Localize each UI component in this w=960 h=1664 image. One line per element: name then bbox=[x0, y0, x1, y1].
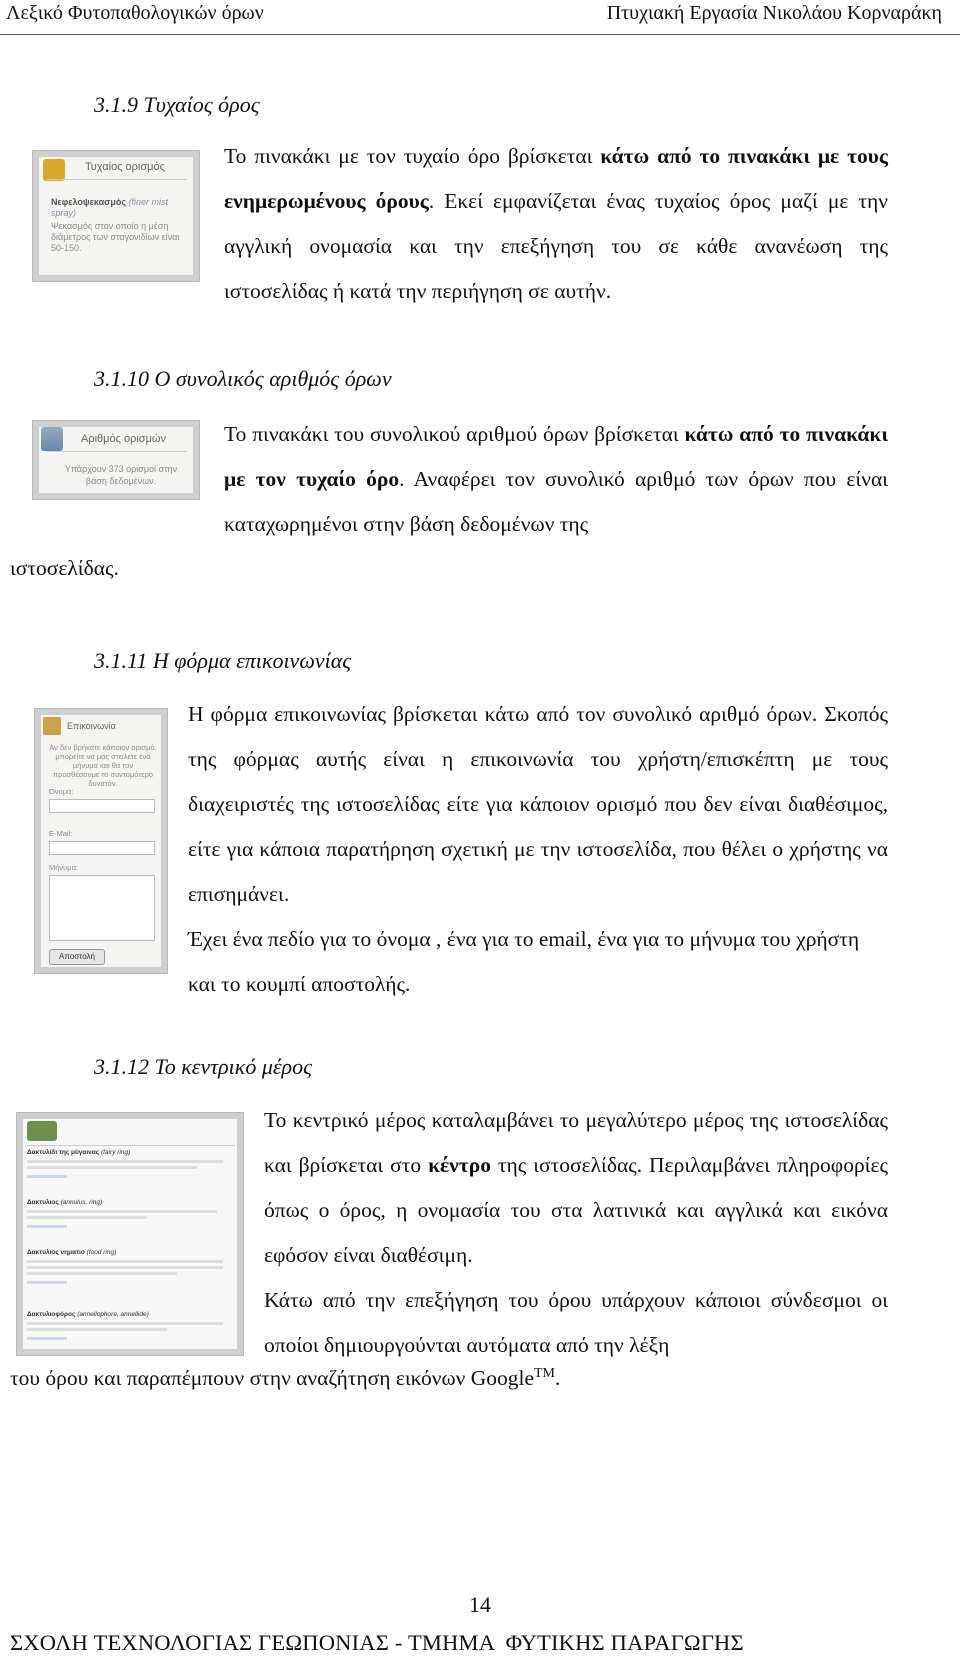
entry-term-line bbox=[27, 1149, 235, 1156]
thumb-intro: Αν δεν βρήκατε κάποιον ορισμό, μπορείτε να μας στείλετε ένα μήνυμα και θα τον προσθέσουμε το συντομότερο δυνατόν. bbox=[49, 743, 157, 788]
notepad-icon bbox=[43, 159, 65, 181]
text-segment: Το κεντρικό μέρος καταλαμβάνει το μεγαλύτερο μέρος της ιστοσελίδας και βρίσκεται στο bbox=[264, 1108, 888, 1177]
entry-term: Δακτυλιος bbox=[27, 1199, 59, 1206]
entry-term-line bbox=[27, 1249, 235, 1256]
paragraph-contact-form-fields: Έχει ένα πεδίο για το όνομα , ένα για το email, ένα για το μήνυμα του χρήστη και το κουμπί αποστολής. bbox=[188, 927, 860, 996]
email-label: E-Mail: bbox=[49, 829, 73, 838]
book-icon bbox=[27, 1121, 57, 1141]
entry-link-line bbox=[27, 1281, 67, 1284]
entry-text-line bbox=[27, 1210, 217, 1213]
entry-term: Δακτυλιος νηματιο bbox=[27, 1249, 85, 1256]
name-label: Όνομα: bbox=[49, 787, 74, 796]
paragraph-central-part-links: Κάτω από την επεξήγηση του όρου υπάρχουν κάποιοι σύνδεσμοι οι οποίοι δημιουργούνται αυτόματα από την λέξη bbox=[264, 1288, 888, 1357]
text-segment: . Αναφέρει τον συνολικό αριθμό των όρων που είναι καταχωρημένοι στην βάση δεδομένων της bbox=[224, 467, 888, 536]
message-label: Μήνυμα: bbox=[49, 863, 79, 872]
entry-term-line bbox=[27, 1199, 235, 1206]
entry-term: Δακτυλίδι της μύγαινας bbox=[27, 1149, 100, 1156]
section-heading-contact-form: 3.1.11 Η φόρμα επικοινωνίας bbox=[94, 648, 352, 673]
entry-english: (food ring) bbox=[86, 1249, 117, 1256]
entry-text-line bbox=[27, 1260, 223, 1263]
thumb-title: Επικοινωνία bbox=[67, 721, 116, 731]
entry-term-line bbox=[27, 1311, 235, 1318]
central-part-screenshot bbox=[16, 1112, 244, 1356]
thumb-term: Νεφελοψεκασμός bbox=[51, 197, 127, 207]
thumb-definition: Ψεκασμός στον οποίο η μέση διάμετρος των σταγονιδίων είναι 50-150. bbox=[51, 221, 180, 253]
text-segment: της ιστοσελίδας. Περιλαμβάνει πληροφορίες όπως ο όρος, η ονομασία του στα λατινικά και αγγλικά και εικόνα εφόσον είναι διαθέσιμη. bbox=[264, 1153, 889, 1267]
bold-segment: κάτω από το πινακάκι με τον τυχαίο όρο bbox=[224, 422, 888, 491]
entry-english: (fairy ring) bbox=[101, 1149, 131, 1156]
text-segment: Το πινακάκι του συνολικού αριθμού όρων βρίσκεται bbox=[224, 422, 679, 446]
bold-segment: κέντρο bbox=[428, 1153, 491, 1177]
header-left-title: Λεξικό Φυτοπαθολογικών όρων bbox=[6, 2, 264, 24]
thumb-count-text: Υπάρχουν 373 ορισμοί στην βάση δεδομένων. bbox=[64, 464, 178, 486]
text-segment: Το πινακάκι με τον τυχαίο όρο βρίσκεται bbox=[224, 144, 593, 168]
footer-institution: ΣΧΟΛΗ ΤΕΧΝΟΛΟΓΙΑΣ ΓΕΩΠΟΝΙΑΣ - ΤΜΗΜΑ ΦΥΤΙΚΗΣ ΠΑΡΑΓΩΓΗΣ bbox=[10, 1630, 744, 1655]
list-item bbox=[27, 1249, 235, 1311]
paragraph-contact-form-body: Η φόρμα επικοινωνίας βρίσκεται κάτω από τον συνολικό αριθμό όρων. Σκοπός της φόρμας αυτής είναι η επικοινωνία του χρήστη/επισκέπτη με τους διαχειριστές της ιστοσελίδας είτε για κάποιον ορισμό που δεν είναι διαθέσιμος, είτε για κάποια παρατήρηση σχετική με την ιστοσελίδα, που θέλει ο χρήστης να επισημάνει. bbox=[188, 702, 888, 906]
section-heading-term-count: 3.1.10 Ο συνολικός αριθμός όρων bbox=[94, 366, 392, 391]
thumb-title: Αριθμός ορισμών bbox=[81, 433, 167, 445]
paragraph-random-term bbox=[224, 134, 888, 314]
paragraph-contact-form bbox=[188, 692, 888, 1007]
list-item bbox=[27, 1199, 235, 1249]
name-field bbox=[49, 799, 155, 813]
entry-english: (annulus, ring) bbox=[60, 1199, 103, 1206]
section-heading-random-term: 3.1.9 Τυχαίος όρος bbox=[94, 92, 260, 117]
paragraph-term-count-tail: ιστοσελίδας. bbox=[10, 556, 119, 580]
entry-text-line bbox=[27, 1160, 223, 1163]
paragraph-central-part-body bbox=[264, 1098, 888, 1278]
entry-text-line bbox=[27, 1272, 177, 1275]
entry-text-line bbox=[27, 1328, 167, 1331]
bold-segment: κάτω από το πινακάκι με τους ενημερωμένους όρους bbox=[224, 144, 889, 213]
entry-link-line bbox=[27, 1225, 67, 1228]
text-segment: . bbox=[555, 1366, 561, 1390]
thumb-title: Τυχαίος ορισμός bbox=[85, 161, 165, 173]
envelope-icon bbox=[43, 717, 61, 735]
entry-text-line bbox=[27, 1216, 147, 1219]
section-heading-central-part: 3.1.12 Το κεντρικό μέρος bbox=[94, 1054, 313, 1079]
header-right-title: Πτυχιακή Εργασία Νικολάου Κορναράκη bbox=[606, 2, 942, 24]
entry-list bbox=[27, 1149, 235, 1361]
entry-english: (annellophore, annellide) bbox=[77, 1311, 149, 1318]
list-item bbox=[27, 1149, 235, 1199]
text-segment: του όρου και παραπέμπουν στην αναζήτηση εικόνων Google bbox=[10, 1366, 534, 1390]
send-button bbox=[49, 949, 105, 965]
entry-link-line bbox=[27, 1175, 67, 1178]
database-icon bbox=[41, 427, 63, 451]
term-count-screenshot bbox=[32, 420, 200, 500]
text-segment: . Εκεί εμφανίζεται ένας τυχαίος όρος μαζί με την αγγλική ονομασία και την επεξήγηση του σε κάθε ανανέωση της ιστοσελίδας ή κατά την περιήγηση σε αυτήν. bbox=[224, 189, 888, 303]
thumb-term-line bbox=[51, 197, 191, 219]
send-button-label: Αποστολή bbox=[59, 952, 95, 961]
entry-term: Δακτυλιοφόρος bbox=[27, 1311, 76, 1318]
entry-link-line bbox=[27, 1337, 67, 1340]
thumb-english: (finer mist spray) bbox=[51, 197, 169, 218]
random-term-screenshot bbox=[32, 150, 200, 282]
entry-text-line bbox=[27, 1266, 223, 1269]
email-field bbox=[49, 841, 155, 855]
thumb-divider bbox=[47, 179, 187, 180]
thumb-divider bbox=[47, 451, 187, 452]
message-field bbox=[49, 875, 155, 941]
paragraph-term-count bbox=[224, 412, 888, 547]
trademark-mark: TM bbox=[534, 1365, 555, 1381]
contact-form-screenshot bbox=[34, 708, 168, 974]
entry-text-line bbox=[27, 1322, 223, 1325]
entry-text-line bbox=[27, 1166, 197, 1169]
page-number: 14 bbox=[469, 1592, 491, 1617]
header-divider bbox=[0, 34, 960, 35]
thumb-divider bbox=[27, 1145, 235, 1146]
paragraph-central-part bbox=[264, 1098, 888, 1368]
list-item bbox=[27, 1311, 235, 1361]
paragraph-central-part-tail bbox=[10, 1356, 560, 1401]
